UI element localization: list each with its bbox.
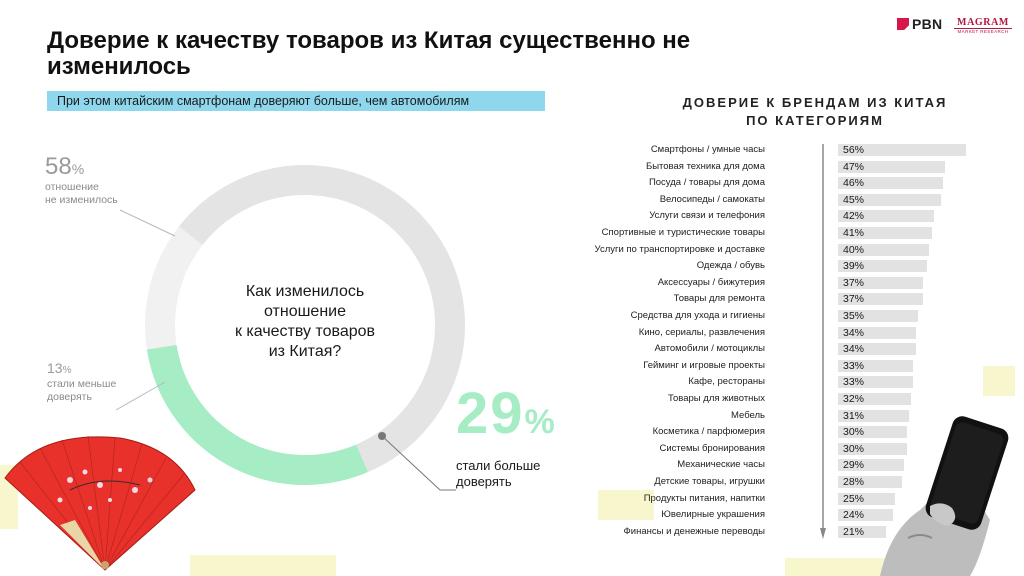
bar-row	[540, 143, 980, 159]
bar-row	[540, 259, 980, 275]
magram-logo	[954, 17, 1012, 35]
bar-value-label: 31%	[843, 409, 865, 422]
bar-value-label: 30%	[843, 426, 865, 439]
slice-value: 13	[47, 360, 63, 376]
bar-value-label: 28%	[843, 476, 865, 488]
bar-value-label: 40%	[843, 243, 865, 256]
bar-value-label: 24%	[843, 509, 865, 522]
bar-category-label: Финансы и денежные переводы	[623, 525, 765, 537]
slice-unit: %	[524, 403, 555, 441]
bar-category-label: Велосипеды / самокаты	[659, 193, 765, 205]
bar-category-label: Услуги по транспортировке и доставке	[594, 243, 765, 255]
bar-category-label: Продукты питания, напитки	[643, 492, 765, 504]
donut-question-line: отношение	[263, 303, 346, 320]
bar-row	[540, 193, 980, 209]
bar-category-label: Средства для ухода и гигиены	[630, 310, 765, 321]
bar-value-label: 29%	[843, 459, 865, 472]
bar-value-label: 35%	[843, 310, 865, 322]
bar-row	[540, 226, 980, 242]
bar-category-label: Косметика / парфюмерия	[652, 426, 765, 438]
bar-value-label: 30%	[843, 442, 865, 455]
slice-value: 29	[456, 381, 525, 446]
slice-label-less	[47, 360, 157, 404]
bar-value-label: 37%	[843, 293, 865, 306]
bar-category-label: Гейминг и игровые проекты	[643, 359, 765, 371]
bar-value-label: 37%	[843, 276, 865, 289]
bar-value-label: 47%	[843, 160, 865, 173]
bar-row	[540, 276, 980, 292]
pbn-logo-icon	[897, 18, 909, 30]
magram-logo-tagline: MARKET RESEARCH	[954, 28, 1012, 35]
slice-value: 58	[45, 153, 72, 180]
pbn-logo-text: PBN	[912, 16, 943, 32]
decor-block	[190, 555, 336, 576]
bar-category-label: Автомобили / мотоциклы	[654, 343, 765, 355]
slice-text-line: доверять	[456, 474, 512, 489]
bar-row	[540, 309, 980, 325]
bar-category-label: Мебель	[731, 409, 765, 421]
bar-category-label: Смартфоны / умные часы	[650, 144, 765, 155]
bar-category-label: Кино, сериалы, развлечения	[638, 326, 765, 338]
bar-row	[540, 292, 980, 308]
donut-question-line: из Китая?	[268, 343, 342, 360]
bar-category-label: Аксессуары / бижутерия	[657, 276, 765, 288]
bar-chart-title-line: ПО КАТЕГОРИЯМ	[746, 113, 884, 128]
bar-row	[540, 176, 980, 192]
bar-category-label: Системы бронирования	[659, 442, 765, 454]
bar-category-label: Ювелирные украшения	[661, 509, 765, 521]
bar-category-label: Кафе, рестораны	[688, 376, 765, 388]
bar-category-label: Спортивные и туристические товары	[601, 227, 765, 238]
bar-value-label: 42%	[843, 210, 865, 223]
bar-value-label: 32%	[843, 393, 865, 405]
bar-chart-title-line: ДОВЕРИЕ К БРЕНДАМ ИЗ КИТАЯ	[682, 95, 948, 110]
bar-category-label: Товары для ремонта	[673, 293, 765, 305]
bar-value-label: 56%	[843, 144, 865, 156]
bar-category-label: Детские товары, игрушки	[654, 476, 765, 487]
bar-value-label: 34%	[843, 326, 865, 339]
bar-category-label: Одежда / обувь	[696, 260, 765, 272]
slice-text-line: стали больше	[456, 458, 541, 473]
bar-category-label: Посуда / товары для дома	[648, 177, 765, 189]
slice-text: стали меньше	[47, 378, 117, 390]
chinese-fan-illustration	[0, 430, 200, 576]
slice-text: не изменилось	[45, 194, 118, 206]
page-title: Доверие к качеству товаров из Китая существенно не изменилось	[47, 27, 691, 80]
donut-question-line: к качеству товаров	[234, 323, 376, 340]
slice-unit: %	[62, 365, 72, 376]
pbn-logo	[897, 16, 942, 32]
slice-unit: %	[71, 161, 85, 177]
bar-value-label: 25%	[843, 492, 865, 505]
bar-value-label: 46%	[843, 177, 865, 190]
bar-value-label: 21%	[843, 525, 865, 538]
slice-text: доверять	[47, 391, 92, 403]
decor-block	[983, 366, 1015, 396]
bar-chart-title	[640, 94, 990, 130]
bar-row	[540, 342, 980, 358]
bar-value-label: 39%	[843, 260, 865, 273]
bar-category-label: Механические часы	[677, 459, 765, 471]
bar-row	[540, 375, 980, 391]
bar-row	[540, 243, 980, 259]
magram-logo-name: MAGRAM	[957, 17, 1009, 28]
subtitle-banner: При этом китайским смартфонам доверяют больше, чем автомобилям	[47, 91, 545, 111]
donut-question-line: Как изменилось	[245, 283, 365, 300]
bar-category-label: Услуги связи и телефония	[649, 210, 765, 222]
bar-category-label: Товары для животных	[667, 393, 765, 404]
slice-label-unchanged	[45, 153, 155, 207]
bar-row	[540, 160, 980, 176]
bar-value-label: 33%	[843, 376, 865, 389]
bar-category-label: Бытовая техника для дома	[645, 160, 765, 172]
bar-row	[540, 209, 980, 225]
donut-question	[195, 282, 415, 362]
bar-row	[540, 359, 980, 375]
donut-slice-less	[160, 236, 191, 347]
bar-value-label: 34%	[843, 343, 865, 356]
bar-value-label: 45%	[843, 193, 865, 206]
slice-text: отношение	[45, 181, 99, 193]
bar-value-label: 33%	[843, 359, 865, 372]
smartphone-hand-illustration	[870, 410, 1024, 576]
bar-value-label: 41%	[843, 227, 865, 239]
bar-row	[540, 392, 980, 408]
axis-arrow-icon	[820, 144, 826, 539]
bar-row	[540, 326, 980, 342]
